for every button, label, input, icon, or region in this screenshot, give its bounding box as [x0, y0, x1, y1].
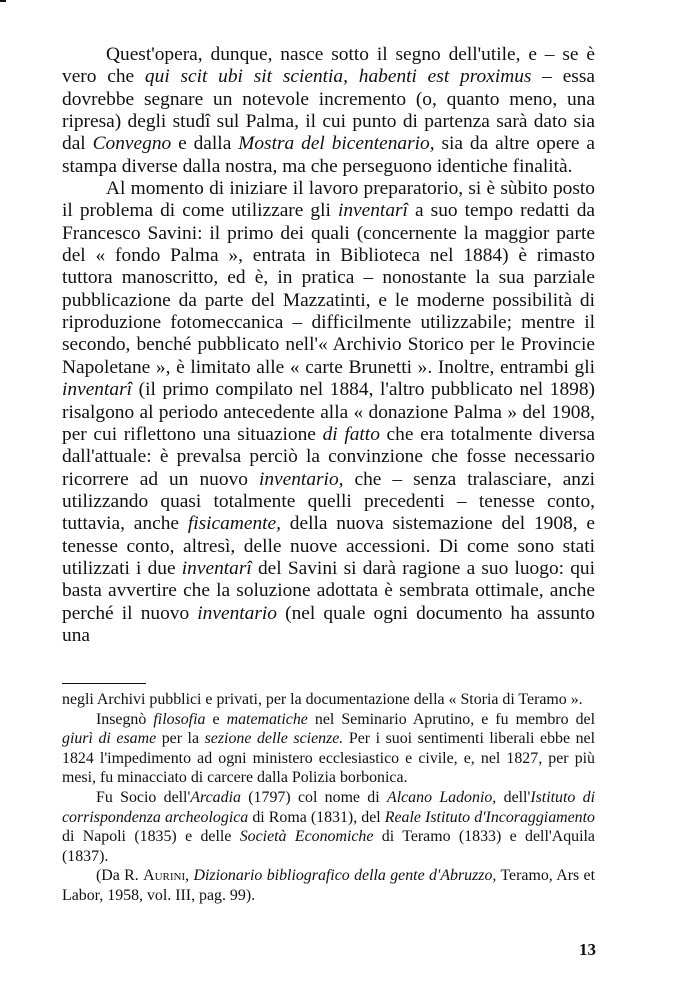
text-run: Al momento di iniziare il lavoro preparatorio, si è sùbito posto il problema di come utilizzare gli [62, 178, 595, 222]
text-run: e dalla [171, 133, 239, 155]
paragraph-2 [62, 178, 595, 647]
italic-text: matematiche [226, 710, 308, 728]
text-run: (il primo compilato nel 1884, l'altro pubblicato nel 1898) risalgono al periodo antecedente alla « donazione Palma » del 1908, per cui riflettono una situazione [62, 379, 595, 445]
text-run: (Da R. [96, 867, 144, 885]
text-run: Fu Socio dell' [96, 788, 191, 806]
page-number: 13 [579, 940, 596, 959]
italic-text: Alcano Ladonio, [387, 788, 497, 806]
text-run: e [205, 710, 227, 728]
italic-text: fisicamente, [187, 513, 281, 535]
text-run: (1797) col nome di [240, 788, 387, 806]
text-run: , [185, 867, 194, 885]
text-run: (nel quale ogni documento ha assunto una [62, 602, 595, 646]
footnote-continuation [62, 690, 595, 710]
text-run: della nuova sistemazione del 1908, e tenesse conto, altresì, delle nuove accessioni. Di come sono stati utilizzati i due [62, 513, 595, 579]
text-run: di Roma (1831), del [248, 808, 385, 826]
scan-mark [0, 0, 6, 2]
italic-text: di fatto [322, 423, 380, 445]
italic-text: sezione delle scienze. [204, 730, 344, 748]
footnote-separator [62, 683, 146, 684]
paragraph-1 [62, 44, 595, 178]
text-run: del Savini si darà ragione a suo luogo: qui basta avvertire che la soluzione adottata è sembrata ottimale, anche perché il nuovo [62, 557, 595, 624]
text-run: Per i suoi sentimenti liberali ebbe nel 1824 l'impedimento ad ogni ministero ecclesiastico e civile, e, nel 1827, per più mesi, fu minacciato di carcere dalla Polizia borbonica. [62, 730, 595, 787]
text-run: di Napoli (1835) e delle [62, 828, 240, 846]
footnote-memberships [62, 788, 595, 866]
italic-text: Reale Istituto d'Incoraggiamento [384, 808, 595, 826]
text-run: che era totalmente diversa dall'attuale: è prevalsa perciò la convinzione che fosse necessario ricorrere ad un nuovo [62, 423, 595, 490]
text-run: sia da altre opere a stampa diverse dalla nostra, ma che perseguono identiche finalità. [62, 133, 595, 177]
italic-text: inventario, [258, 468, 344, 490]
text-run: Teramo, Ars et Labor, 1958, vol. III, pag. 99). [62, 867, 595, 904]
footnotes [62, 690, 595, 906]
text-run: Quest'opera, dunque, nasce sotto il segno dell'utile, e – se è vero che [62, 44, 595, 88]
italic-text: Società Economiche [239, 828, 374, 846]
text-run: – essa dovrebbe segnare un notevole incremento (o, quanto meno, una ripresa) degli studî sul Palma, il cui punto di partenza sarà dato sia dal [62, 66, 595, 155]
text-run: nel Seminario Aprutino, e fu membro del [307, 710, 596, 728]
italic-text: Mostra del bicentenario, [238, 133, 435, 155]
text-run: per la [156, 730, 205, 748]
italic-text: inventarî [181, 557, 252, 579]
body-text [62, 44, 595, 647]
italic-text: inventarî [62, 379, 133, 401]
text-run: dell' [496, 788, 531, 806]
italic-text: qui scit ubi sit scientia, habenti est proximus [144, 66, 532, 88]
italic-text: Dizionario bibliografico della gente d'Abruzzo, [193, 867, 497, 885]
text-run: che – senza tralasciare, anzi utilizzando quasi totalmente quelli precedenti – tenesse conto, tuttavia, anche [62, 468, 595, 535]
footnote-teaching [62, 710, 595, 788]
italic-text: inventarî [337, 200, 408, 222]
italic-text: Arcadia [190, 788, 241, 806]
small-caps-text: Aurini [143, 867, 186, 885]
italic-text: filosofia [153, 710, 206, 728]
italic-text: Istituto di corrispondenza archeologica [62, 788, 596, 826]
text-run: di Teramo (1833) e dell'Aquila (1837). [62, 828, 595, 865]
italic-text: Convegno [92, 133, 172, 155]
footnote-source [62, 866, 595, 905]
text-run: negli Archivi pubblici e privati, per la documentazione della « Storia di Teramo ». [62, 691, 583, 708]
text-run: a suo tempo redatti da Francesco Savini: il primo dei quali (concernente la maggior parte del « fondo Palma », entrata in Biblioteca nel 1884) è rimasto tuttora manoscritto, ed è, in pratica – nonostante la sua parziale pubblicazione da parte del Mazzatinti, e le moderne possibilità di riproduzione fotomeccanica – difficilmente utilizzabile; mentre il secondo, benché pubblicato nell'« Archivio Storico per le Provincie Napoletane », è limitato alle « carte Brunetti ». Inoltre, entrambi gli [62, 200, 596, 378]
text-run: Insegnò [96, 710, 154, 728]
italic-text: inventario [197, 602, 277, 624]
italic-text: giurì di esame [62, 730, 157, 748]
